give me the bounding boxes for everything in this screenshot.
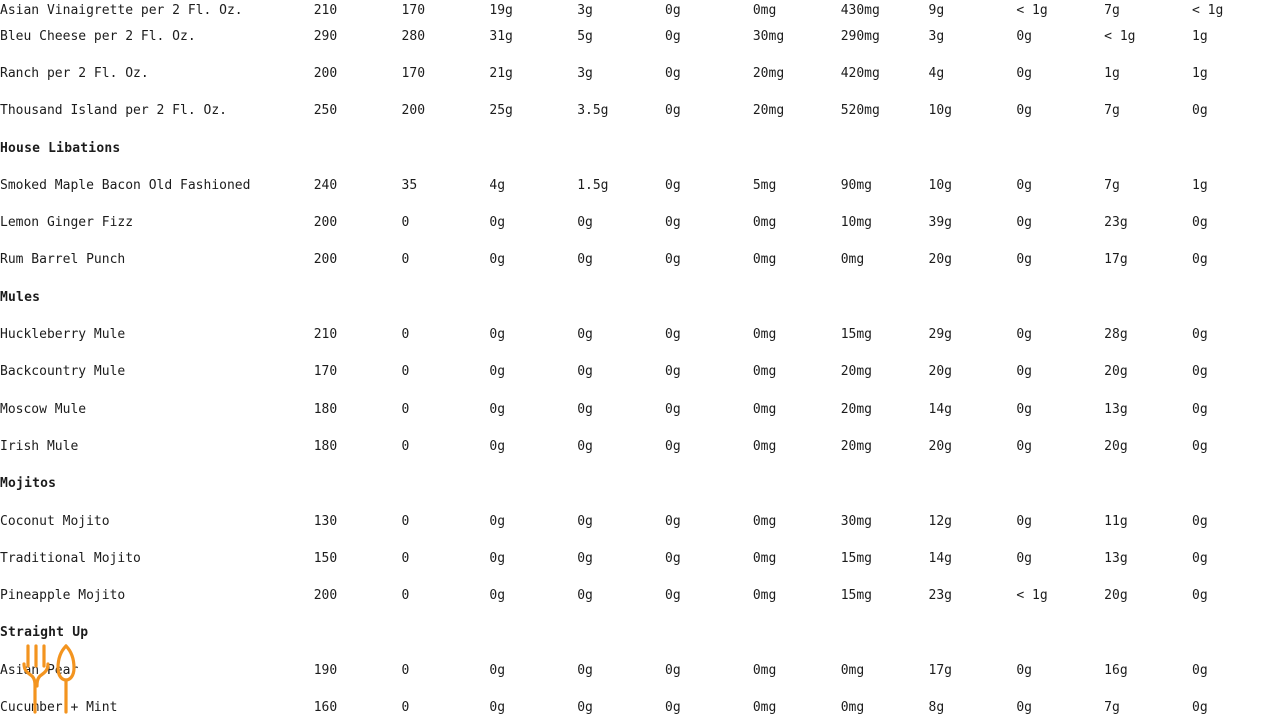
cell-cholesterol: 0mg (752, 252, 777, 268)
cell-calories-from-fat: 280 (401, 28, 426, 44)
cell-calories: 180 (313, 401, 338, 417)
cell-empty (1016, 615, 1104, 652)
cell-calories-from-fat: 200 (401, 103, 426, 119)
cell-empty (314, 130, 402, 167)
cell-saturated-fat: 1.5g (577, 177, 609, 193)
cell-calories-from-fat: 0 (401, 550, 410, 566)
cell-saturated-fat: 3g (577, 65, 593, 81)
cell-cholesterol: 5mg (752, 177, 777, 193)
cell-calories: 150 (313, 550, 338, 566)
cell-protein: 0g (1192, 364, 1208, 380)
cell-calories: 180 (313, 438, 338, 454)
cell-sodium: 20mg (840, 401, 872, 417)
cell-cholesterol: 0mg (752, 3, 777, 18)
section-title: Mojitos (0, 476, 57, 492)
cell-calories: 210 (313, 327, 338, 343)
cell-trans-fat: 0g (665, 550, 681, 566)
table-row (0, 503, 1280, 540)
cell-calories-from-fat: 35 (401, 177, 418, 193)
item-name: Moscow Mule (0, 401, 87, 417)
cell-empty (1192, 615, 1280, 652)
table-row (0, 18, 1280, 55)
cell-total-fat: 0g (489, 401, 506, 417)
table-row (0, 167, 1280, 204)
cell-sugars: 13g (1104, 550, 1128, 566)
table-row (0, 242, 1280, 279)
cell-dietary-fiber: 0g (1016, 699, 1032, 715)
cell-protein: 0g (1192, 252, 1208, 268)
cell-protein: 0g (1192, 513, 1208, 529)
cell-sugars: 28g (1104, 327, 1128, 343)
cell-sodium: 15mg (840, 588, 872, 604)
cell-carbohydrates: 29g (928, 327, 952, 343)
cell-protein: 0g (1192, 662, 1208, 678)
section-title: Straight Up (0, 625, 89, 641)
cell-trans-fat: 0g (665, 252, 681, 268)
cell-calories-from-fat: 0 (401, 438, 410, 454)
cell-protein: 0g (1192, 588, 1208, 604)
cell-sodium: 10mg (840, 215, 872, 231)
cell-calories: 210 (313, 3, 338, 18)
cell-empty (314, 615, 402, 652)
cell-saturated-fat: 0g (577, 588, 593, 604)
item-name: Smoked Maple Bacon Old Fashioned (0, 177, 251, 193)
cell-sugars: 13g (1104, 401, 1128, 417)
cell-saturated-fat: 0g (577, 513, 593, 529)
cell-dietary-fiber: < 1g (1016, 588, 1048, 604)
cell-empty (489, 466, 577, 503)
cell-total-fat: 0g (489, 588, 506, 604)
cell-empty (1104, 466, 1192, 503)
cell-total-fat: 21g (489, 65, 513, 81)
cell-calories-from-fat: 170 (401, 65, 426, 81)
cell-trans-fat: 0g (665, 65, 681, 81)
cell-dietary-fiber: < 1g (1016, 3, 1048, 18)
cell-empty (1016, 466, 1104, 503)
cell-saturated-fat: 3.5g (577, 103, 609, 119)
cell-sodium: 90mg (840, 177, 872, 193)
cell-sugars: 16g (1104, 662, 1128, 678)
cell-empty (841, 130, 929, 167)
table-row (0, 316, 1280, 353)
cell-empty (1192, 466, 1280, 503)
cell-protein: 0g (1192, 103, 1208, 119)
cell-sodium: 520mg (840, 103, 880, 119)
cell-carbohydrates: 9g (928, 3, 945, 18)
cell-dietary-fiber: 0g (1016, 28, 1032, 44)
cell-sugars: 20g (1104, 588, 1128, 604)
table-row (0, 577, 1280, 614)
cell-sugars: 11g (1104, 513, 1128, 529)
cell-calories: 130 (313, 513, 338, 529)
cell-empty (665, 130, 753, 167)
cell-saturated-fat: 5g (577, 28, 593, 44)
item-name: Traditional Mojito (0, 550, 141, 566)
cell-calories-from-fat: 0 (401, 699, 410, 715)
table-row (0, 428, 1280, 465)
cell-empty (402, 279, 490, 316)
cell-empty (929, 615, 1017, 652)
cell-cholesterol: 0mg (752, 215, 777, 231)
cell-cholesterol: 30mg (752, 28, 785, 44)
cell-protein: 0g (1192, 699, 1208, 715)
cell-calories-from-fat: 0 (401, 401, 410, 417)
cell-calories: 200 (313, 588, 338, 604)
cell-empty (1104, 130, 1192, 167)
cell-empty (402, 130, 490, 167)
cell-protein: 0g (1192, 327, 1208, 343)
item-name: Ranch per 2 Fl. Oz. (0, 65, 149, 81)
cell-dietary-fiber: 0g (1016, 215, 1032, 231)
cell-saturated-fat: 3g (577, 3, 593, 18)
table-row (0, 540, 1280, 577)
cell-empty (489, 615, 577, 652)
cell-carbohydrates: 17g (928, 662, 952, 678)
cell-sugars: < 1g (1104, 28, 1136, 44)
cell-calories: 290 (313, 28, 338, 44)
cell-empty (1192, 279, 1280, 316)
cell-total-fat: 0g (489, 513, 506, 529)
cell-cholesterol: 20mg (752, 103, 785, 119)
item-name: Irish Mule (0, 438, 79, 454)
cell-total-fat: 0g (489, 327, 506, 343)
cell-carbohydrates: 12g (928, 513, 952, 529)
cell-sugars: 20g (1104, 438, 1128, 454)
cell-empty (665, 279, 753, 316)
cell-trans-fat: 0g (665, 103, 681, 119)
cell-saturated-fat: 0g (577, 662, 593, 678)
cell-dietary-fiber: 0g (1016, 364, 1032, 380)
cell-total-fat: 0g (489, 550, 506, 566)
cell-empty (402, 615, 490, 652)
cell-calories: 200 (313, 252, 338, 268)
cell-protein: 1g (1192, 28, 1208, 44)
cell-trans-fat: 0g (665, 438, 681, 454)
cell-empty (489, 130, 577, 167)
table-row (0, 391, 1280, 428)
cell-sugars: 7g (1104, 177, 1120, 193)
cell-empty (753, 615, 841, 652)
cell-carbohydrates: 10g (928, 177, 952, 193)
table-row (0, 0, 1280, 18)
cell-cholesterol: 0mg (752, 588, 777, 604)
cell-total-fat: 0g (489, 364, 506, 380)
section-header-row (0, 130, 1280, 167)
cell-empty (577, 279, 665, 316)
cell-sodium: 15mg (840, 550, 872, 566)
cell-sodium: 15mg (840, 327, 872, 343)
cell-cholesterol: 0mg (752, 662, 777, 678)
item-name: Rum Barrel Punch (0, 252, 126, 268)
item-name: Lemon Ginger Fizz (0, 215, 134, 231)
cell-dietary-fiber: 0g (1016, 401, 1032, 417)
cell-empty (577, 130, 665, 167)
cell-sugars: 20g (1104, 364, 1128, 380)
table-row (0, 55, 1280, 92)
cell-trans-fat: 0g (665, 513, 681, 529)
cell-calories-from-fat: 0 (401, 513, 410, 529)
table-row (0, 652, 1280, 689)
table-row (0, 93, 1280, 130)
cell-dietary-fiber: 0g (1016, 103, 1032, 119)
item-name: Asian Vinaigrette per 2 Fl. Oz. (0, 3, 243, 18)
cell-empty (929, 130, 1017, 167)
cell-empty (1192, 130, 1280, 167)
cell-cholesterol: 0mg (752, 513, 777, 529)
cell-saturated-fat: 0g (577, 401, 593, 417)
cell-protein: 0g (1192, 215, 1208, 231)
cell-total-fat: 31g (489, 28, 513, 44)
cell-calories: 160 (313, 699, 338, 715)
cell-sodium: 0mg (840, 699, 865, 715)
cell-sodium: 420mg (840, 65, 880, 81)
cell-cholesterol: 0mg (752, 699, 777, 715)
cell-empty (1104, 279, 1192, 316)
cell-calories-from-fat: 170 (401, 3, 426, 18)
item-name: Asian Pear (0, 662, 79, 678)
cell-sodium: 290mg (840, 28, 880, 44)
cell-sodium: 30mg (840, 513, 872, 529)
cell-empty (402, 466, 490, 503)
cell-empty (753, 130, 841, 167)
table-row (0, 204, 1280, 241)
table-row (0, 354, 1280, 391)
table-row (0, 689, 1280, 726)
cell-dietary-fiber: 0g (1016, 662, 1032, 678)
cell-saturated-fat: 0g (577, 252, 593, 268)
cell-sugars: 7g (1104, 699, 1120, 715)
cell-dietary-fiber: 0g (1016, 252, 1032, 268)
cell-dietary-fiber: 0g (1016, 327, 1032, 343)
item-name: Huckleberry Mule (0, 327, 126, 343)
cell-trans-fat: 0g (665, 588, 681, 604)
cell-dietary-fiber: 0g (1016, 438, 1032, 454)
cell-trans-fat: 0g (665, 3, 681, 18)
cell-carbohydrates: 23g (928, 588, 952, 604)
section-header-row (0, 279, 1280, 316)
cell-sugars: 1g (1104, 65, 1120, 81)
cell-calories: 170 (313, 364, 338, 380)
cell-dietary-fiber: 0g (1016, 513, 1032, 529)
cell-empty (841, 466, 929, 503)
cell-sodium: 0mg (840, 662, 865, 678)
section-header-row (0, 615, 1280, 652)
item-name: Bleu Cheese per 2 Fl. Oz. (0, 28, 196, 44)
cell-carbohydrates: 3g (928, 28, 945, 44)
cell-trans-fat: 0g (665, 662, 681, 678)
cell-calories-from-fat: 0 (401, 327, 410, 343)
cell-calories: 240 (313, 177, 338, 193)
cell-calories-from-fat: 0 (401, 662, 410, 678)
cell-sugars: 17g (1104, 252, 1128, 268)
cell-calories-from-fat: 0 (401, 215, 410, 231)
cell-total-fat: 0g (489, 215, 506, 231)
cell-trans-fat: 0g (665, 28, 681, 44)
cell-saturated-fat: 0g (577, 364, 593, 380)
cell-cholesterol: 0mg (752, 327, 777, 343)
cell-empty (841, 279, 929, 316)
cell-protein: < 1g (1192, 3, 1224, 18)
cell-cholesterol: 0mg (752, 438, 777, 454)
cell-carbohydrates: 20g (928, 438, 952, 454)
cell-empty (314, 466, 402, 503)
cell-dietary-fiber: 0g (1016, 550, 1032, 566)
cell-empty (314, 279, 402, 316)
cell-carbohydrates: 8g (928, 699, 945, 715)
cell-empty (665, 466, 753, 503)
cell-empty (753, 466, 841, 503)
cell-empty (753, 279, 841, 316)
section-title: Mules (0, 289, 41, 305)
cell-trans-fat: 0g (665, 699, 681, 715)
cell-calories: 200 (313, 215, 338, 231)
cell-saturated-fat: 0g (577, 550, 593, 566)
cell-dietary-fiber: 0g (1016, 65, 1032, 81)
cell-total-fat: 0g (489, 252, 506, 268)
cell-total-fat: 0g (489, 662, 506, 678)
cell-sodium: 430mg (840, 3, 880, 18)
cell-empty (577, 615, 665, 652)
cell-sugars: 7g (1104, 3, 1120, 18)
cell-empty (929, 466, 1017, 503)
cell-trans-fat: 0g (665, 401, 681, 417)
cell-saturated-fat: 0g (577, 699, 593, 715)
cell-total-fat: 19g (489, 3, 513, 18)
cell-cholesterol: 0mg (752, 401, 777, 417)
cell-sugars: 7g (1104, 103, 1120, 119)
cell-carbohydrates: 14g (928, 401, 952, 417)
cell-cholesterol: 20mg (752, 65, 785, 81)
cell-trans-fat: 0g (665, 327, 681, 343)
cell-carbohydrates: 14g (928, 550, 952, 566)
cell-saturated-fat: 0g (577, 215, 593, 231)
cell-calories: 190 (313, 662, 338, 678)
cell-calories: 250 (313, 103, 338, 119)
cell-protein: 0g (1192, 438, 1208, 454)
cell-total-fat: 0g (489, 438, 506, 454)
cell-carbohydrates: 4g (928, 65, 945, 81)
cell-carbohydrates: 20g (928, 252, 952, 268)
cell-trans-fat: 0g (665, 177, 681, 193)
item-name: Pineapple Mojito (0, 588, 126, 604)
cell-protein: 1g (1192, 177, 1208, 193)
cell-empty (1016, 279, 1104, 316)
cell-empty (929, 279, 1017, 316)
cell-carbohydrates: 20g (928, 364, 952, 380)
cell-empty (577, 466, 665, 503)
cell-calories-from-fat: 0 (401, 252, 410, 268)
cell-empty (1016, 130, 1104, 167)
cell-sodium: 20mg (840, 364, 872, 380)
cell-total-fat: 0g (489, 699, 506, 715)
cell-trans-fat: 0g (665, 364, 681, 380)
cell-saturated-fat: 0g (577, 438, 593, 454)
cell-empty (665, 615, 753, 652)
cell-protein: 1g (1192, 65, 1208, 81)
cell-sodium: 20mg (840, 438, 872, 454)
cell-sugars: 23g (1104, 215, 1128, 231)
cell-calories-from-fat: 0 (401, 588, 410, 604)
cell-protein: 0g (1192, 401, 1208, 417)
cell-empty (841, 615, 929, 652)
item-name: Coconut Mojito (0, 513, 110, 529)
cell-saturated-fat: 0g (577, 327, 593, 343)
cell-carbohydrates: 10g (928, 103, 952, 119)
cell-empty (489, 279, 577, 316)
item-name: Backcountry Mule (0, 364, 126, 380)
cell-trans-fat: 0g (665, 215, 681, 231)
section-header-row (0, 466, 1280, 503)
cell-cholesterol: 0mg (752, 550, 777, 566)
cell-calories: 200 (313, 65, 338, 81)
item-name: Cucumber + Mint (0, 699, 118, 715)
section-title: House Libations (0, 140, 121, 156)
cell-sodium: 0mg (840, 252, 865, 268)
cell-total-fat: 25g (489, 103, 513, 119)
cell-protein: 0g (1192, 550, 1208, 566)
cell-empty (1104, 615, 1192, 652)
cell-cholesterol: 0mg (752, 364, 777, 380)
cell-calories-from-fat: 0 (401, 364, 410, 380)
cell-carbohydrates: 39g (928, 215, 952, 231)
item-name: Thousand Island per 2 Fl. Oz. (0, 103, 227, 119)
cell-dietary-fiber: 0g (1016, 177, 1032, 193)
cell-total-fat: 4g (489, 177, 506, 193)
